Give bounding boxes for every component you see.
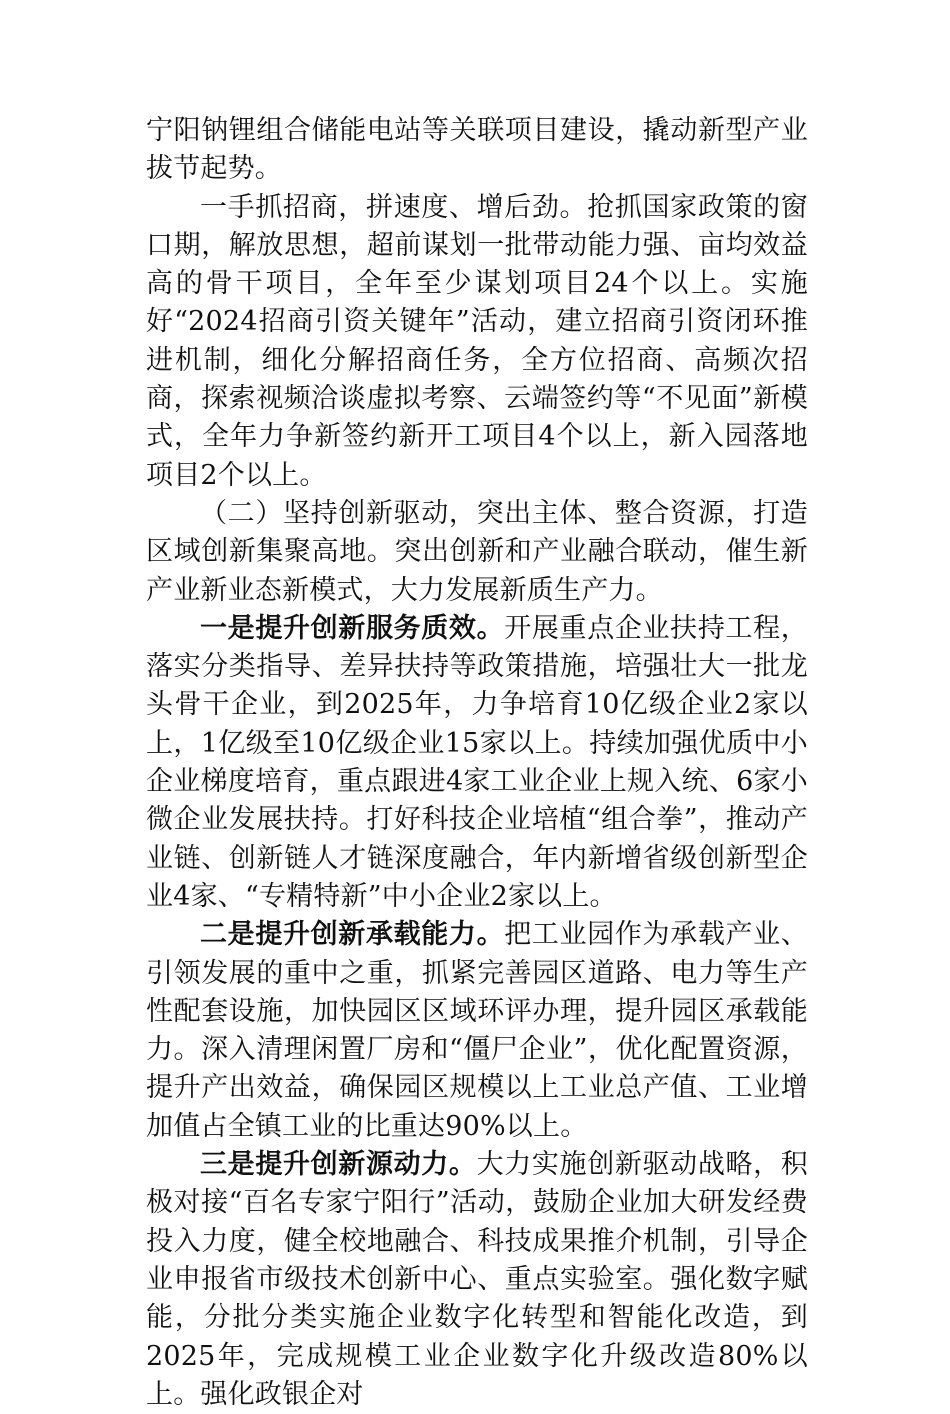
paragraph-6-text: 大力实施创新驱动战略，积极对接“百名专家宁阳行”活动，鼓励企业加大研发经费投入力度，健全校地融合、科技成果推介机制，引导企业申报省市级技术创新中心、重点实验室。强化数字赋能，分批分类实施企业数字化转型和智能化改造，到2025年，完成规模工业企业数字化升级改造80%以上。强化政银企对	[146, 1149, 809, 1410]
paragraph-4-lead: 一是提升创新服务质效。	[200, 612, 505, 644]
paragraph-1-text: 宁阳钠锂组合储能电站等关联项目建设，撬动新型产业拔节起势。	[146, 115, 808, 185]
paragraph-2	[146, 189, 808, 495]
paragraph-6	[146, 1146, 808, 1414]
paragraph-3-text: （二）坚持创新驱动，突出主体、整合资源，打造区域创新集聚高地。突出创新和产业融合联动，催生新产业新业态新模式，大力发展新质生产力。	[146, 497, 808, 606]
document-body	[146, 112, 808, 1414]
paragraph-3	[146, 495, 808, 610]
paragraph-4	[146, 610, 808, 916]
paragraph-6-lead: 三是提升创新源动力。	[200, 1149, 477, 1181]
paragraph-2-text: 一手抓招商，拼速度、增后劲。抢抓国家政策的窗口期，解放思想，超前谋划一批带动能力强、亩均效益高的骨干项目，全年至少谋划项目24个以上。实施好“2024招商引资关键年”活动，建立招商引资闭环推进机制，细化分解招商任务，全方位招商、高频次招商，探索视频洽谈虚拟考察、云端签约等“不见面”新模式，全年力争新签约新开工项目4个以上，新入园落地项目2个以上。	[146, 191, 808, 491]
paragraph-5-text: 把工业园作为承载产业、引领发展的重中之重，抓紧完善园区道路、电力等生产性配套设施，加快园区区域环评办理，提升园区承载能力。深入清理闲置厂房和“僵尸企业”，优化配置资源，提升产出效益，确保园区规模以上工业总产值、工业增加值占全镇工业的比重达90%以上。	[146, 919, 809, 1142]
paragraph-5	[146, 916, 808, 1146]
paragraph-1	[146, 112, 808, 189]
paragraph-4-text: 开展重点企业扶持工程，落实分类指导、差异扶持等政策措施，培强壮大一批龙头骨干企业，到2025年，力争培育10亿级企业2家以上，1亿级至10亿级企业15家以上。持续加强优质中小企业梯度培育，重点跟进4家工业企业上规入统、6家小微企业发展扶持。打好科技企业培植“组合拳”，推动产业链、创新链人才链深度融合，年内新增省级创新型企业4家、“专精特新”中小企业2家以上。	[146, 612, 809, 912]
paragraph-5-lead: 二是提升创新承载能力。	[200, 919, 505, 951]
